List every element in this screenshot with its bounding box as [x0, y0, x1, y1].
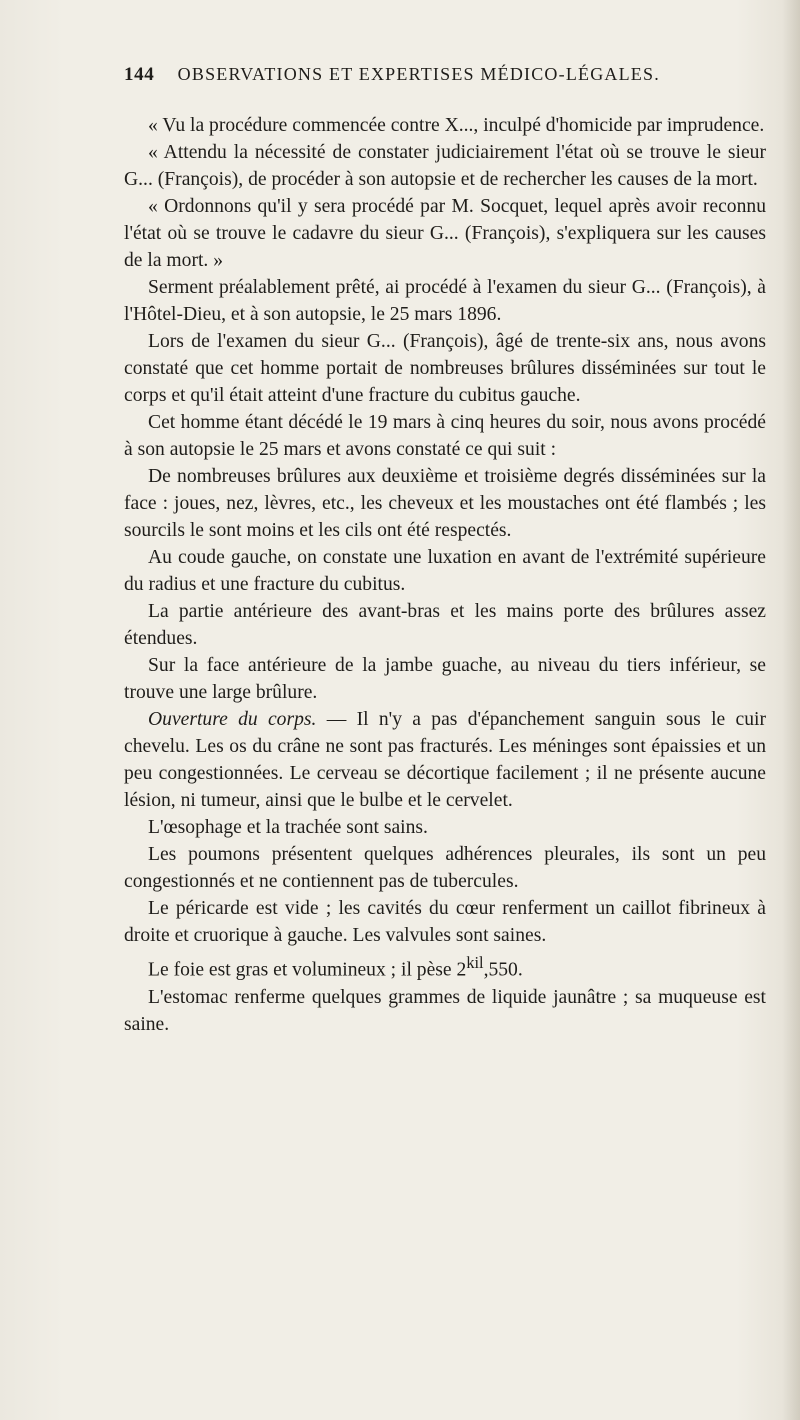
paragraph-text: « Ordonnons qu'il y sera procédé par M. Socquet, lequel après avoir reconnu l'état où se trouve le cadavre du sieur G... (François), s'expliquera sur les causes de la mort. » — [124, 196, 766, 271]
paragraph — [124, 193, 766, 274]
paragraph-text-tail: ,550. — [483, 959, 523, 981]
paragraph-text: De nombreuses brûlures aux deuxième et troisième degrés disséminées sur la face : joues, nez, lèvres, etc., les cheveux et les moustaches ont été flambés ; les sourcils le sont moins et les cils ont été respectés. — [124, 466, 766, 541]
paragraph-text: La partie antérieure des avant-bras et les mains porte des brûlures assez étendues. — [124, 601, 766, 649]
paragraph-text: L'estomac renferme quelques grammes de liquide jaunâtre ; sa muqueuse est saine. — [124, 986, 766, 1035]
paragraph — [124, 652, 766, 706]
paragraph-text: Les poumons présentent quelques adhérences pleurales, ils sont un peu congestionnés et ne contiennent pas de tubercules. — [124, 844, 766, 892]
paragraph — [124, 139, 766, 193]
paragraph — [124, 274, 766, 328]
paragraph — [124, 112, 766, 139]
paragraph-text: L'œsophage et la trachée sont sains. — [148, 817, 428, 838]
running-title: OBSERVATIONS ET EXPERTISES MÉDICO-LÉGALES. — [177, 64, 660, 84]
page-header — [124, 64, 724, 94]
paragraph-text: Lors de l'examen du sieur G... (François), âgé de trente-six ans, nous avons constaté que cet homme portait de nombreuses brûlures disséminées sur tout le corps et qu'il était atteint d'une fracture du cubitus gauche. — [124, 331, 766, 406]
paragraph — [124, 598, 766, 652]
page-number: 144 — [124, 64, 155, 85]
paragraph — [124, 706, 766, 814]
paragraph — [124, 895, 766, 949]
paragraph — [124, 814, 766, 841]
paragraph-text: « Attendu la nécessité de constater judiciairement l'état où se trouve le sieur G... (François), de procéder à son autopsie et de rechercher les causes de la mort. — [124, 142, 766, 190]
paragraph-text: — Il n'y a pas d'épanchement sanguin sous le cuir chevelu. Les os du crâne ne sont pas fracturés. Les méninges sont épaissies et un peu congestionnées. Le cerveau se décortique facilement ; il ne présente aucune lésion, ni tumeur, ainsi que le bulbe et le cervelet. — [124, 709, 766, 811]
body-text — [124, 112, 766, 1038]
paragraph — [124, 544, 766, 598]
section-lead: Ouverture du corps. — [148, 709, 317, 730]
paragraph — [124, 463, 766, 544]
paragraph-text: « Vu la procédure commencée contre X..., inculpé d'homicide par imprudence. — [148, 115, 765, 136]
paragraph-text: Cet homme étant décédé le 19 mars à cinq heures du soir, nous avons procédé à son autopsie le 25 mars et avons constaté ce qui suit : — [124, 412, 766, 460]
paragraph-text: Sur la face antérieure de la jambe guache, au niveau du tiers inférieur, se trouve une large brûlure. — [124, 655, 766, 703]
paragraph — [124, 409, 766, 463]
page-edge-shadow — [782, 0, 800, 1420]
weight-unit-superscript: kil — [466, 953, 484, 972]
paragraph-text: Au coude gauche, on constate une luxation en avant de l'extrémité supérieure du radius et une fracture du cubitus. — [124, 547, 766, 595]
paragraph — [124, 328, 766, 409]
paragraph — [124, 949, 766, 984]
paragraph-text: Le péricarde est vide ; les cavités du cœur renferment un caillot fibrineux à droite et cruorique à gauche. Les valvules sont saines. — [124, 898, 766, 946]
paragraph-text: Serment préalablement prêté, ai procédé à l'examen du sieur G... (François), à l'Hôtel-Dieu, et à son autopsie, le 25 mars 1896. — [124, 277, 766, 325]
paragraph — [124, 984, 766, 1038]
paragraph-text: Le foie est gras et volumineux ; il pèse 2 — [148, 959, 467, 981]
paragraph — [124, 841, 766, 895]
